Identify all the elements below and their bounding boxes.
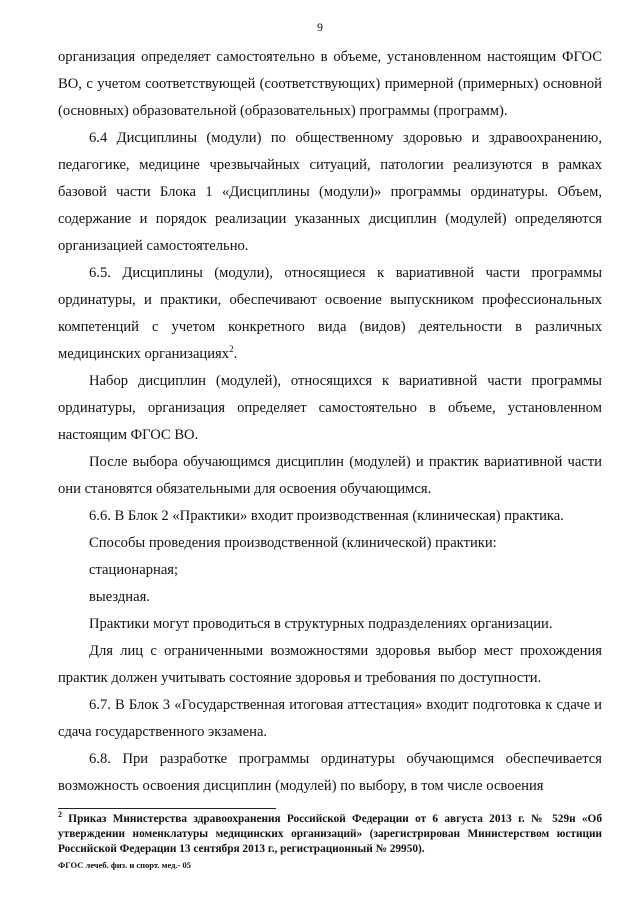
document-code: ФГОС лечеб. физ. и спорт. мед.- 05 (58, 860, 191, 870)
list-item-field: выездная. (89, 589, 150, 605)
footnote-text: Приказ Министерства здравоохранения Российской Федерации от 6 августа 2013 г. № 529н «Об утверждении номенклатуры медицинских организаций» (зарегистрирован Министерством юстиции Российской Федерации 13 сентября 2013 г., регистрационный № 29950). (58, 813, 602, 855)
paragraph-6-5-end: . (233, 346, 238, 362)
list-item-stationary: стационарная; (89, 562, 179, 578)
page-number: 9 (317, 20, 323, 34)
paragraph-structural-units: Практики могут проводиться в структурных подразделениях организации. (89, 616, 553, 632)
paragraph-practice-methods: Способы проведения производственной (клинической) практики: (89, 535, 497, 551)
paragraph-6-5-text: 6.5. Дисциплины (модули), относящиеся к вариативной части программы ординатуры, и практики, обеспечивают освоение выпускником профессиональных компетенций с учетом конкретного вида (видов) деятельности в различных медицинских организациях (58, 265, 602, 362)
footnote-reference: 2 (229, 344, 234, 355)
paragraph-6-7: 6.7. В Блок 3 «Государственная итоговая аттестация» входит подготовка к сдаче и сдача государственного экзамена. (58, 697, 602, 740)
paragraph-6-4: 6.4 Дисциплины (модули) по общественному здоровью и здравоохранению, педагогике, медицине чрезвычайных ситуаций, патологии реализуются в рамках базовой части Блока 1 «Дисциплины (модули)» программы ординатуры. Объем, содержание и порядок реализации указанных дисциплин (модулей) определяются организацией самостоятельно. (58, 130, 602, 254)
paragraph-continuation: организация определяет самостоятельно в объеме, установленном настоящим ФГОС ВО, с учетом соответствующей (соответствующих) примерной (примерных) основной (основных) образовательной (образовательных) программы (программ). (58, 49, 602, 119)
footnote (58, 812, 602, 857)
paragraph-6-6: 6.6. В Блок 2 «Практики» входит производственная (клиническая) практика. (89, 508, 564, 524)
paragraph-elective-disciplines: Набор дисциплин (модулей), относящихся к вариативной части программы ординатуры, организация определяет самостоятельно в объеме, установленном настоящим ФГОС ВО. (58, 373, 602, 443)
footnote-divider (58, 808, 276, 809)
paragraph-6-5 (58, 260, 602, 368)
paragraph-disabilities: Для лиц с ограниченными возможностями здоровья выбор мест прохождения практик должен учитывать состояние здоровья и требования по доступности. (58, 643, 602, 686)
paragraph-after-choice: После выбора обучающимся дисциплин (модулей) и практик вариативной части они становятся обязательными для освоения обучающимся. (58, 454, 602, 497)
footnote-number: 2 (58, 810, 62, 820)
paragraph-6-8: 6.8. При разработке программы ординатуры обучающимся обеспечивается возможность освоения дисциплин (модулей) по выбору, в том числе освоения (58, 751, 602, 794)
